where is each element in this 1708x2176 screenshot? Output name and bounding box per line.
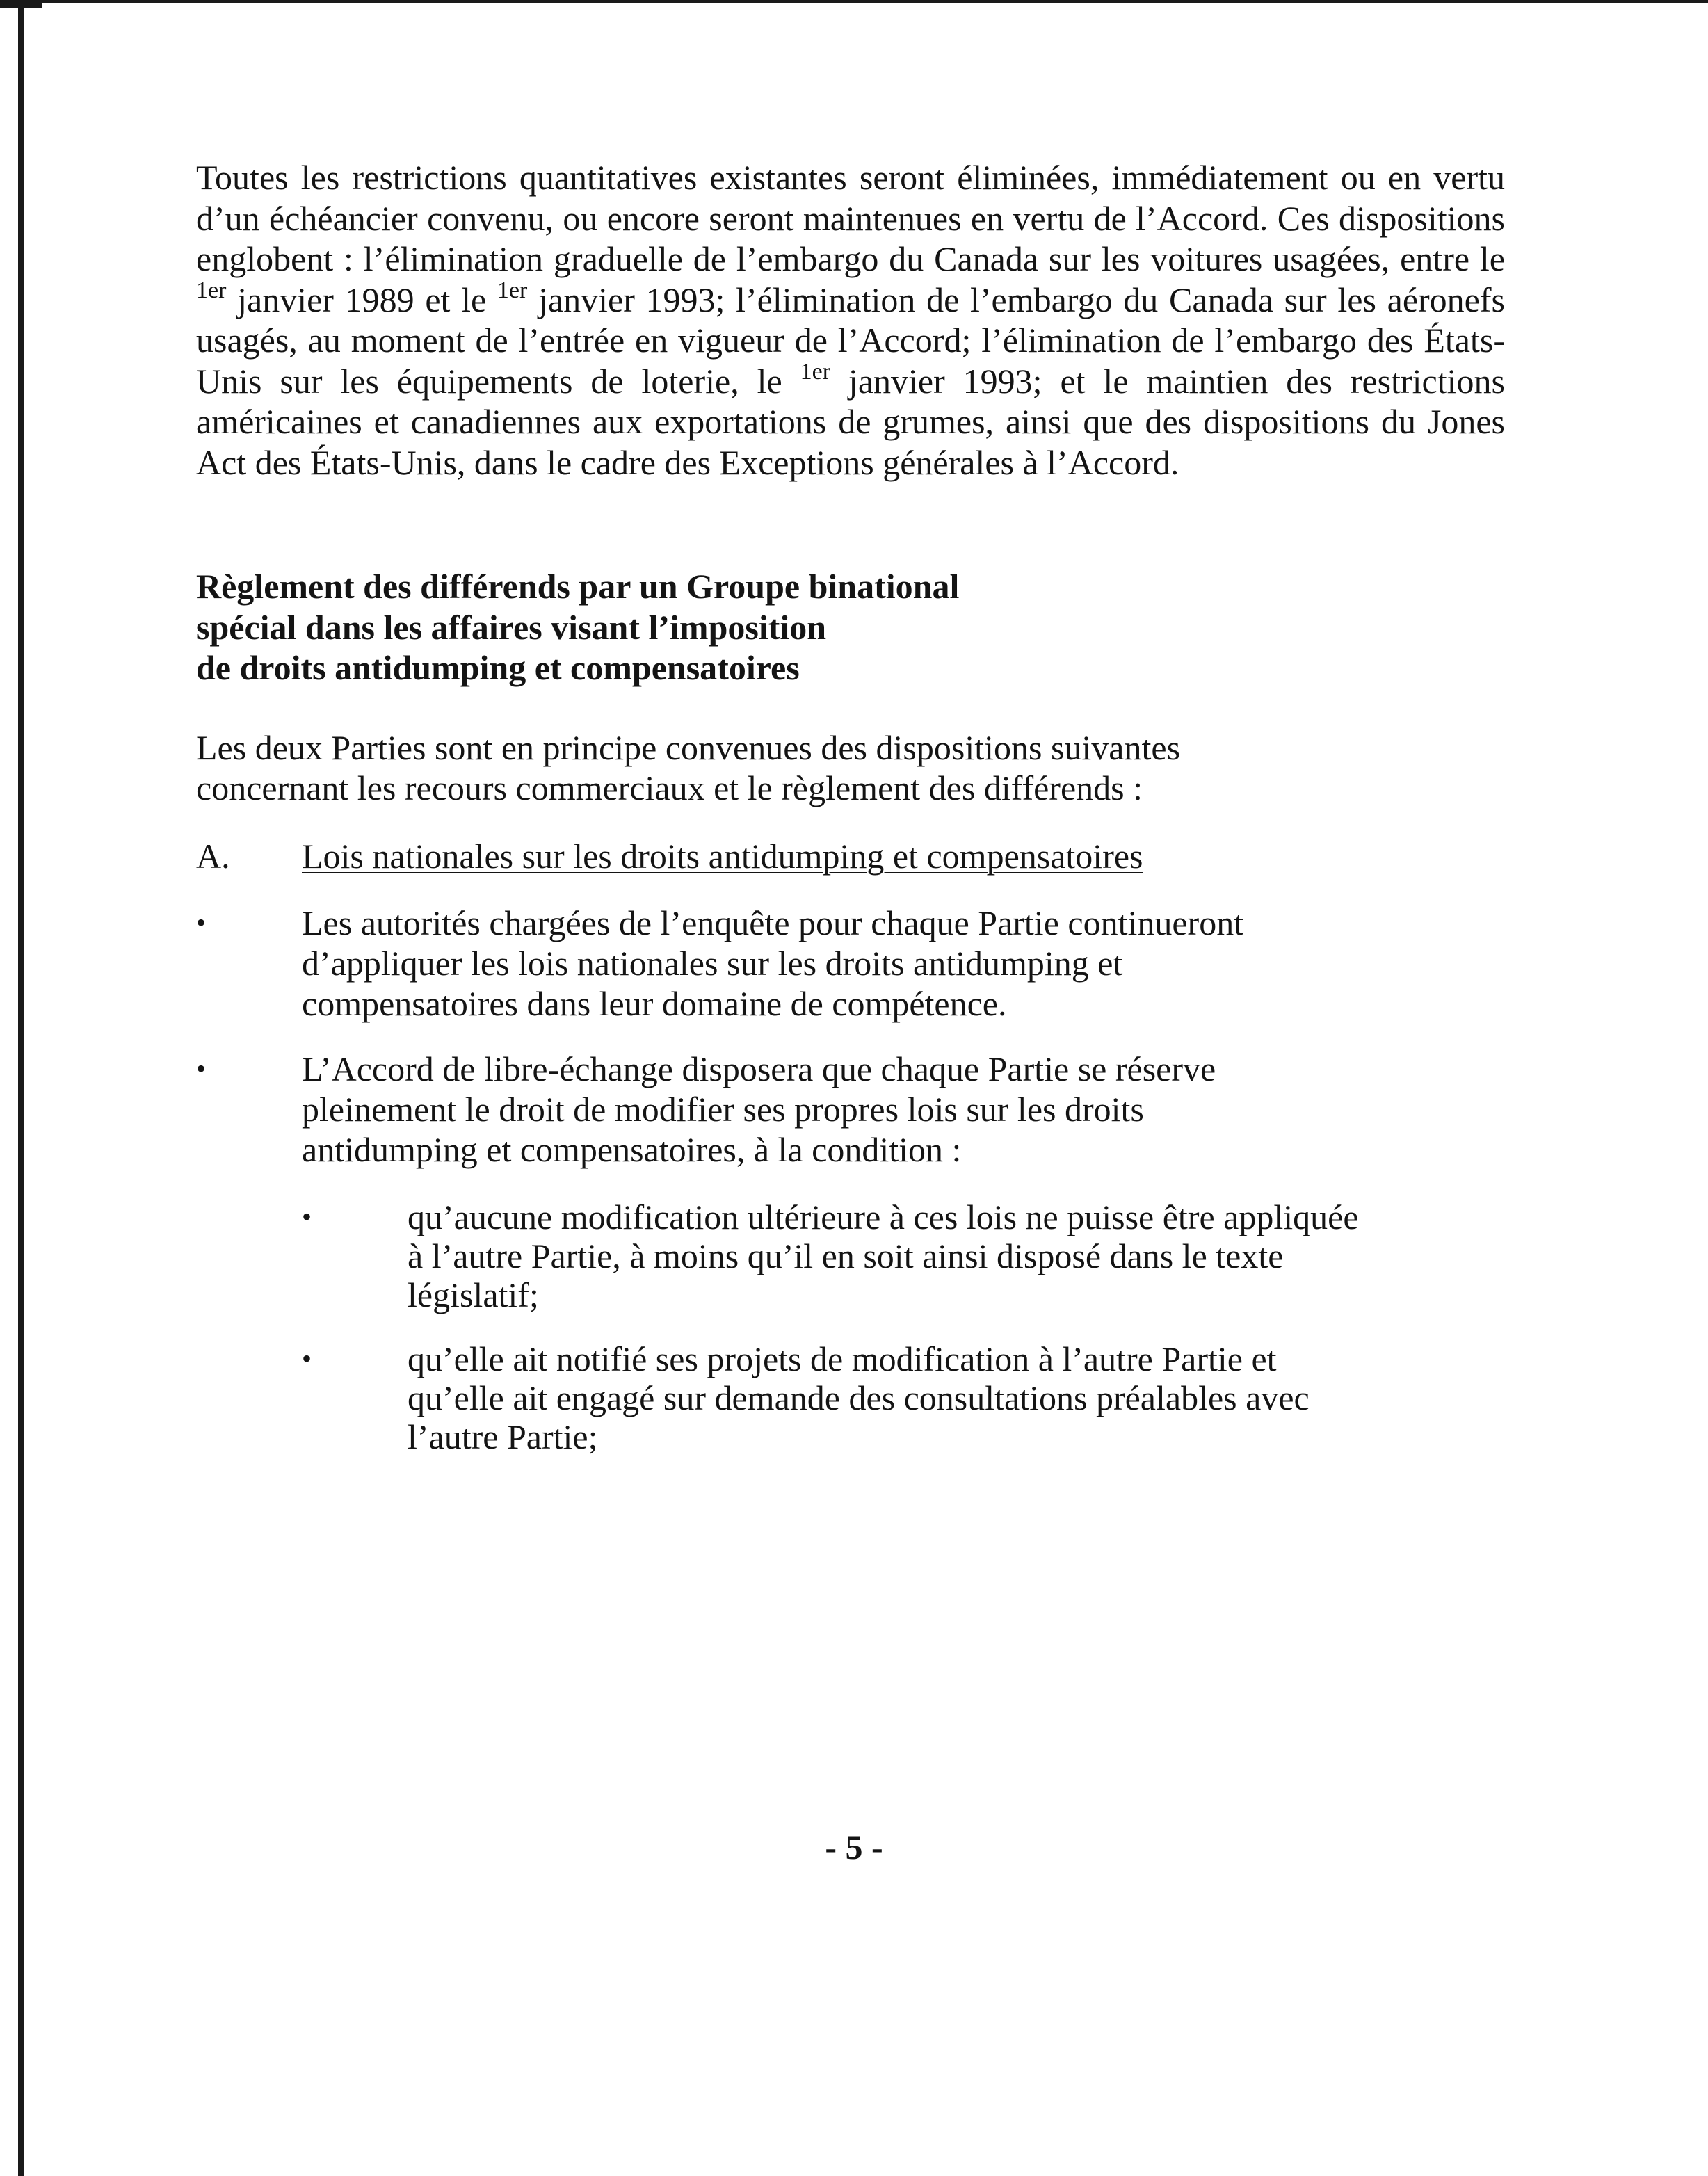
heading-line: Règlement des différends par un Groupe binational (196, 567, 960, 606)
subsection-a (196, 836, 1531, 876)
section-heading (196, 566, 1531, 688)
bullet-line: à l’autre Partie, à moins qu’il en soit ainsi disposé dans le texte (408, 1236, 1284, 1275)
document-page (196, 157, 1531, 1456)
superscript-1er: 1er (800, 358, 831, 385)
paragraph-text: janvier 1989 et le (226, 280, 497, 319)
subsection-marker: A. (196, 836, 230, 876)
intro-line: Les deux Parties sont en principe convenues des dispositions suivantes (196, 727, 1181, 767)
sub-bullet-item (302, 1339, 1531, 1456)
bullet-line: antidumping et compensatoires, à la condition : (302, 1129, 962, 1169)
heading-line: spécial dans les affaires visant l’imposition (196, 607, 827, 647)
bullet-line: qu’elle ait engagé sur demande des consultations préalables avec (408, 1378, 1310, 1417)
bullet-line: qu’aucune modification ultérieure à ces lois ne puisse être appliquée (408, 1197, 1359, 1236)
paragraph-text: janvier 1993; l’élimination de l’embargo du Canada sur les aéronefs usagés, au moment de l’entrée en vigueur de l’Accord; l’élimination de l’embargo des États-Unis sur les équipements de loterie, le (196, 280, 1505, 401)
superscript-1er: 1er (196, 277, 227, 303)
bullet-item (196, 1049, 1531, 1170)
bullet-item (196, 903, 1531, 1024)
bullet-line: L’Accord de libre-échange disposera que chaque Partie se réserve (302, 1049, 1216, 1088)
bullet-line: qu’elle ait notifié ses projets de modification à l’autre Partie et (408, 1339, 1277, 1378)
intro-paragraph (196, 727, 1531, 808)
scan-border-top (0, 0, 1708, 3)
superscript-1er: 1er (497, 277, 528, 303)
bullet-icon: • (196, 1052, 207, 1084)
subsection-title: Lois nationales sur les droits antidumping et compensatoires (302, 836, 1143, 876)
bullet-icon: • (302, 1200, 312, 1232)
bullet-line: compensatoires dans leur domaine de compétence. (302, 983, 1007, 1023)
heading-line: de droits antidumping et compensatoires (196, 648, 800, 687)
bullet-line: pleinement le droit de modifier ses propres lois sur les droits (302, 1089, 1144, 1129)
bullet-line: Les autorités chargées de l’enquête pour chaque Partie continueront (302, 903, 1244, 942)
bullet-line: législatif; (408, 1275, 539, 1314)
paragraph-quantitative-restrictions (196, 157, 1505, 483)
page-number: - 5 - (825, 1828, 883, 1867)
intro-line: concernant les recours commerciaux et le règlement des différends : (196, 768, 1143, 807)
bullet-line: d’appliquer les lois nationales sur les droits antidumping et (302, 943, 1123, 983)
sub-bullet-item (302, 1198, 1531, 1314)
bullet-line: l’autre Partie; (408, 1417, 598, 1456)
paragraph-text: janvier 1993; et le maintien des restrictions américaines et canadiennes aux exportations de grumes, ainsi que des dispositions du Jones Act des États-Unis, dans le cadre des Exceptions générales à l’Accord. (196, 361, 1505, 482)
bullet-icon: • (196, 906, 207, 938)
bullet-icon: • (302, 1342, 312, 1374)
paragraph-text: Toutes les restrictions quantitatives existantes seront éliminées, immédiatement ou en vertu d’un échéancier convenu, ou encore seront maintenues en vertu de l’Accord. Ces dispositions englobent : l’élimination graduelle de l’embargo du Canada sur les voitures usagées, entre le (196, 158, 1505, 278)
